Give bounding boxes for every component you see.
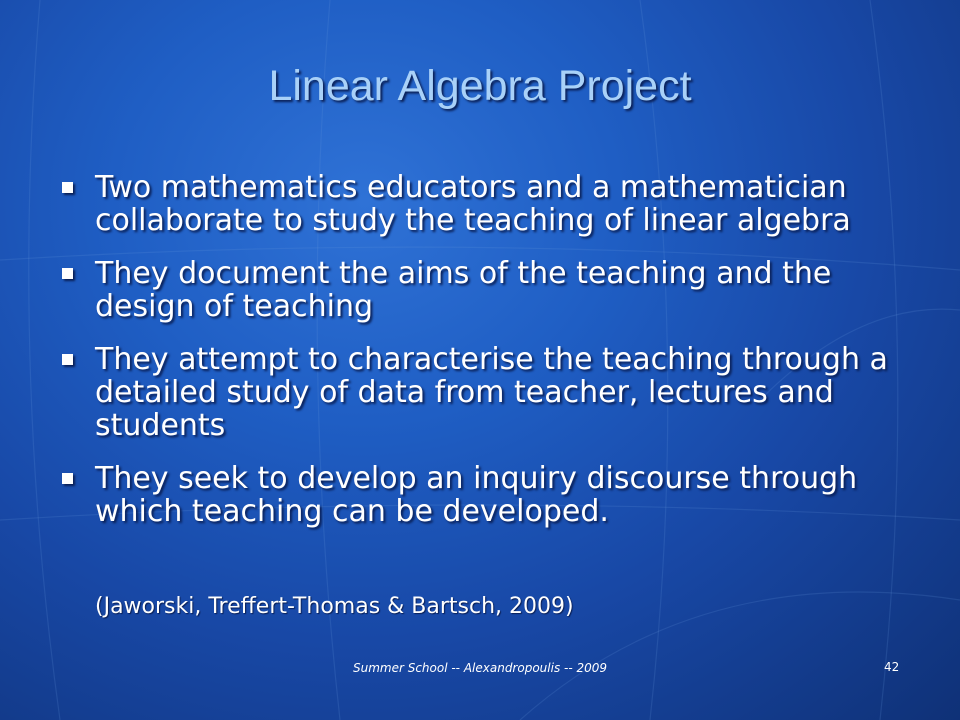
slide-title: Linear Algebra Project [268,62,692,110]
bullet-text: They attempt to characterise the teaching through a detailed study of data from teacher, lectures and students [95,342,888,443]
square-bullet-icon [62,354,73,365]
square-bullet-icon [62,268,73,279]
bullet-text: They seek to develop an inquiry discourse through which teaching can be developed. [95,461,858,529]
bullet-item [60,462,920,528]
bullet-item [60,171,920,237]
bullet-text: Two mathematics educators and a mathematician collaborate to study the teaching of linear algebra [95,170,851,238]
bullet-text: They document the aims of the teaching and the design of teaching [95,256,832,324]
square-bullet-icon [62,182,73,193]
bullet-item [60,343,920,442]
citation: (Jaworski, Treffert-Thomas & Bartsch, 2009) [95,594,574,619]
bullet-list [60,171,920,548]
bullet-item [60,257,920,323]
square-bullet-icon [62,473,73,484]
footer-text: Summer School -- Alexandropoulis -- 2009 [352,661,608,675]
page-number: 42 [884,660,900,674]
